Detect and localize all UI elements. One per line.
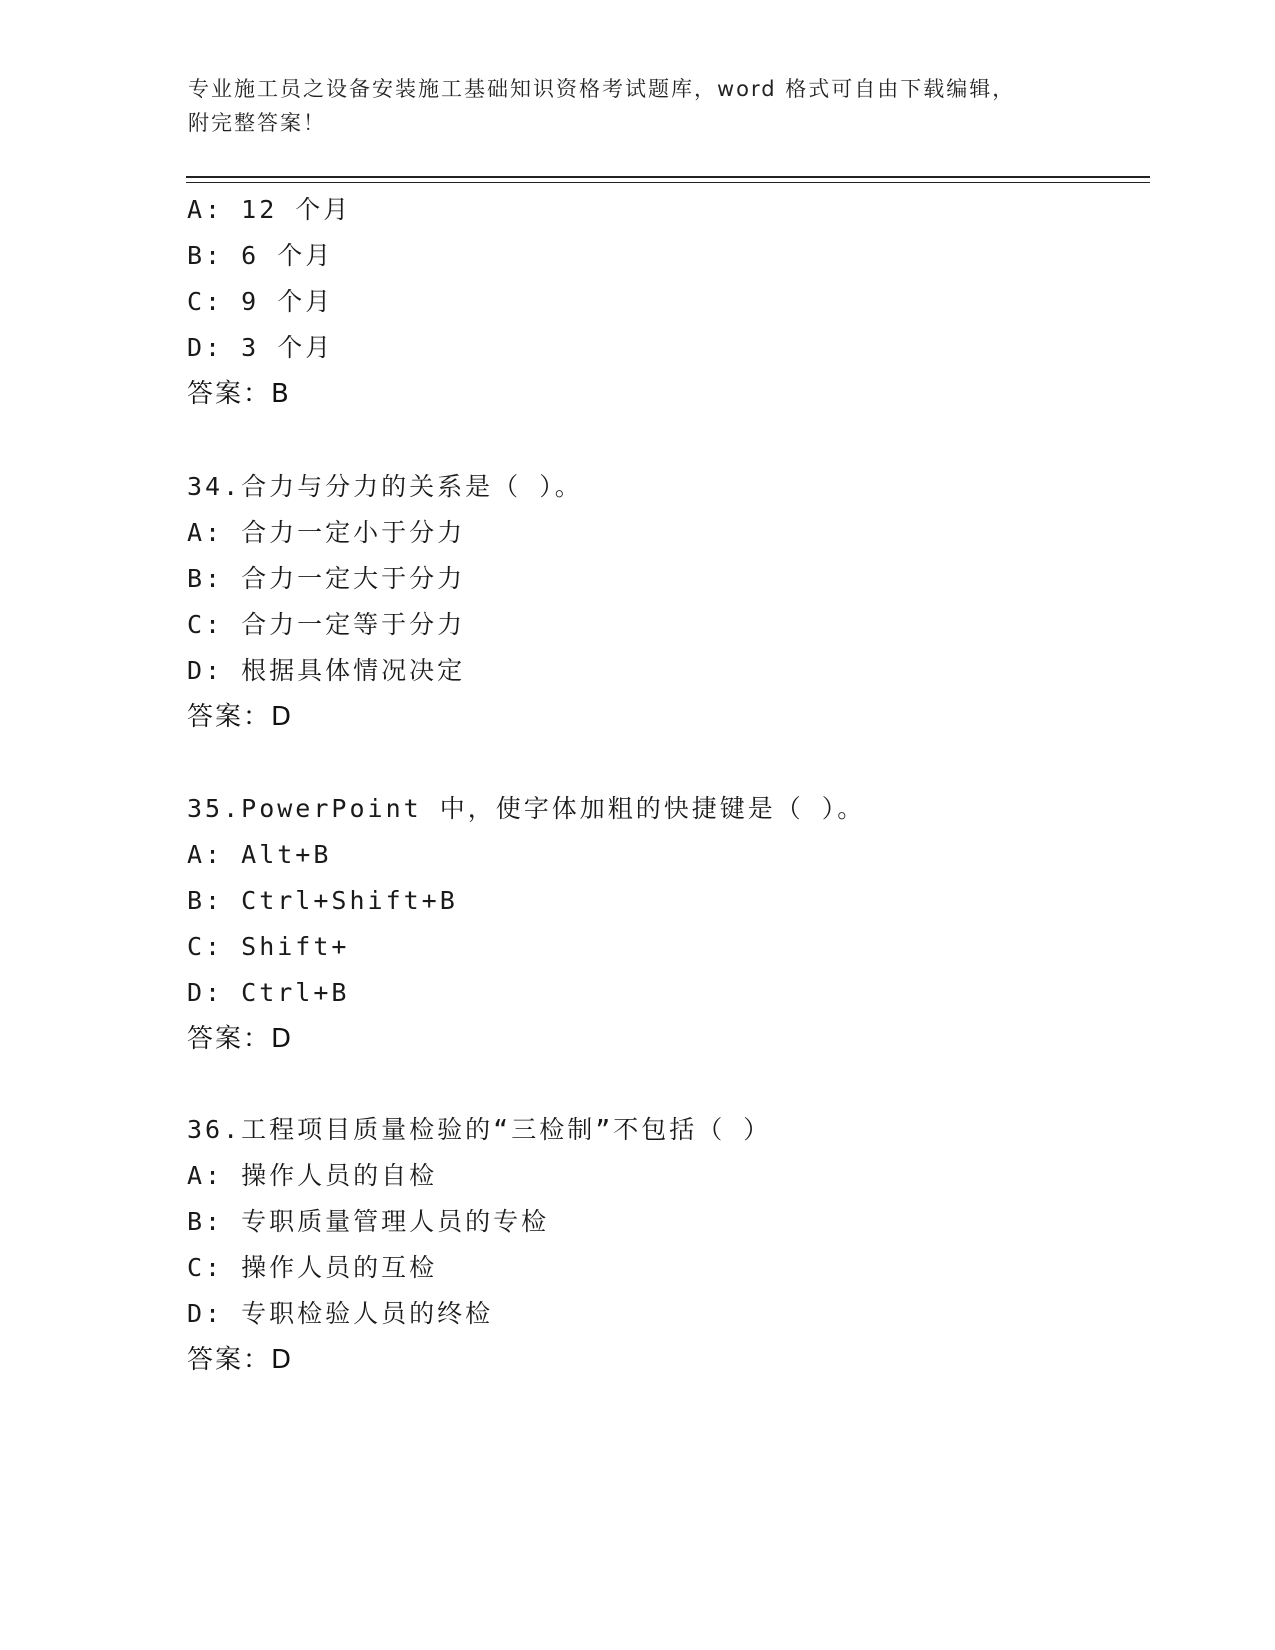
- q35-option-a: A: Alt+B: [187, 840, 332, 869]
- q34-option-b: B: 合力一定大于分力: [187, 564, 466, 593]
- q33-option-a: A: 12 个月: [187, 195, 352, 224]
- q33-option-b: B: 6 个月: [187, 241, 334, 270]
- header-line-1: 专业施工员之设备安装施工基础知识资格考试题库，word 格式可自由下载编辑，: [188, 77, 1016, 101]
- q34-option-c: C: 合力一定等于分力: [187, 610, 466, 639]
- header-divider-thick: [186, 176, 1150, 178]
- q34-option-d: D: 根据具体情况决定: [187, 656, 466, 685]
- question-33-block: [187, 187, 1137, 417]
- q36-option-d: D: 专职检验人员的终检: [187, 1299, 494, 1328]
- q35-answer: 答案：D: [187, 1024, 294, 1054]
- q35-option-c: C: Shift+: [187, 932, 350, 961]
- q36-option-c: C: 操作人员的互检: [187, 1253, 438, 1282]
- q35-question: 35.PowerPoint 中，使字体加粗的快捷键是（ ）。: [187, 794, 866, 823]
- q35-option-d: D: Ctrl+B: [187, 978, 350, 1007]
- q33-option-d: D: 3 个月: [187, 333, 334, 362]
- question-36-block: [187, 1107, 1137, 1383]
- q33-option-c: C: 9 个月: [187, 287, 334, 316]
- q34-answer: 答案：D: [187, 702, 294, 732]
- q36-question: 36.工程项目质量检验的“三检制”不包括（ ）: [187, 1115, 772, 1144]
- q36-option-a: A: 操作人员的自检: [187, 1161, 438, 1190]
- question-34-block: [187, 464, 1137, 740]
- q36-option-b: B: 专职质量管理人员的专检: [187, 1207, 550, 1236]
- header-divider-thin: [186, 182, 1150, 183]
- header-line-2: 附完整答案！: [188, 111, 326, 135]
- document-header: [188, 72, 1088, 140]
- q34-question: 34.合力与分力的关系是（ ）。: [187, 472, 583, 501]
- question-35-block: [187, 786, 1137, 1062]
- q35-option-b: B: Ctrl+Shift+B: [187, 886, 458, 915]
- q34-option-a: A: 合力一定小于分力: [187, 518, 466, 547]
- q33-answer: 答案：B: [187, 379, 291, 409]
- q36-answer: 答案：D: [187, 1345, 294, 1375]
